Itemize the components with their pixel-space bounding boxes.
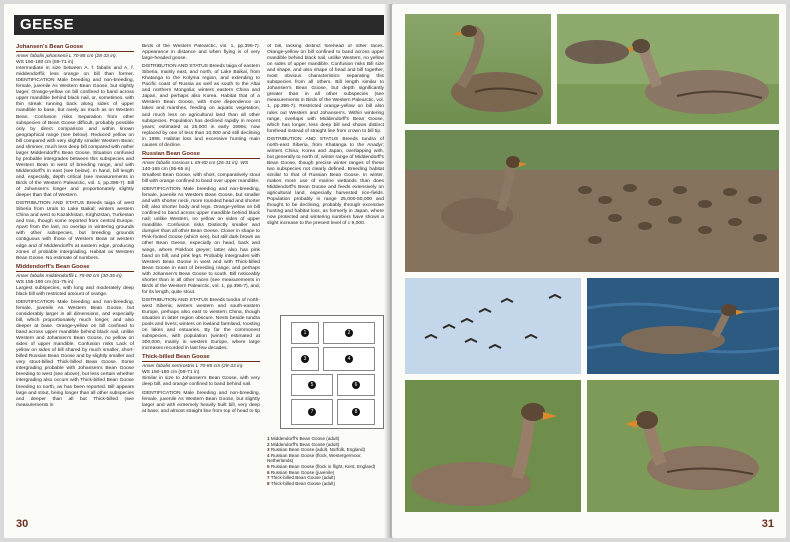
species-heading: Thick-billed Bean Goose [142, 354, 260, 362]
caption: 6 Russian Bean Goose (juvenile) [267, 469, 335, 475]
key-box: 2 [323, 322, 375, 344]
caption: 2 Middendorff's Bean Goose (adult) [267, 441, 340, 447]
photo-captions [267, 436, 385, 486]
key-box: 1 [291, 322, 319, 344]
key-box: 6 [337, 374, 375, 396]
chapter-title: GEESE [20, 16, 75, 33]
scientific-name: Anser fabalis serrirostris L 70-85 cm (28-33 in). [142, 364, 244, 370]
key-box: 7 [291, 399, 333, 425]
left-page [4, 4, 388, 538]
page-number-left: 30 [16, 518, 29, 530]
page-number-right: 31 [761, 518, 774, 530]
paragraph: Intermediate in size between A. f. fabalis and A. f. middendorffii; less orange on bill than former. IDENTIFICATION Male breeding and non-breeding, female, juvenile As Western Bean Goose, but slightly larger. Orange-yellow on bill confined to band across upper mandible behind black nail, or, sometimes, with thin streak running back along sides of upper mandible to base, but rarely as much as on Western Bean. Confusion risks Separation from other subspecies of Bean Goose difficult, probably possible only by direct comparison and within known geographical range (see below). Reduced yellow on bill compared with very slightly smaller Western Bean; and slimmer, much less deep bill compared with rather larger Middendorff's Bean Goose. Situation confused by probable intergrades between this subspecies and Western Bean in west of breeding range, and with Middendorff's in east (see below). In hand, bill length and, especially, depth critical (see measurements in Birds of the Western Palearctic, vol. 1, pp.396-7). Bill of Johansen's longer and proportionately slightly deeper than that of Western. [16, 66, 134, 199]
paragraph: IDENTIFICATION Male breeding and non-breeding, female, juvenile As Western Bean Goose, but slightly larger and with extremely heavily built bill, very deep at base, and almost straight line from top of head to tip [142, 390, 260, 414]
key-box: 3 [291, 347, 319, 371]
goose-photo-6 [405, 380, 581, 512]
scientific-name: Anser fabalis middendorffii L 75-90 cm (30-35 in). [16, 273, 124, 279]
caption: 4 Russian Bean Goose (flock, Westergermoor, Netherlands) [267, 452, 362, 464]
goose-photo-2 [557, 14, 779, 124]
wingspan: WS 150-180 cm (59-71 in) [16, 60, 74, 66]
paragraph: Birds of the Western Palearctic, vol. 1, pp.396-7). Appearance in distance and when flying is of very large-headed goose. [142, 44, 260, 62]
paragraph: Similar in size to Johansen's Bean Goose, with very deep bill, and orange confined to band behind nail. [142, 376, 260, 388]
goose-photo-3 [405, 130, 779, 272]
goose-photo-5-water [587, 278, 779, 374]
paragraph: DISTRIBUTION AND STATUS Breeds taiga of west Siberia from Urals to Lake Baikal; winters western China and west to Kazakhstan, Kirghizstan, Turkestan and Iran, though some reported from central Europe. Apart from the last, no overlap in wintering grounds with other subspecies, but breeding grounds contiguous with those of Western Bean at western edge and of Middendorff's at eastern edge, producing zones of probable intergrading. Habitat as Western Bean Goose. No estimate of numbers. [16, 201, 134, 261]
photo-key-diagram [280, 315, 384, 429]
paragraph: DISTRIBUTION AND STATUS Breeds tundra of north-east Siberia, from Khatanga to the Anadyr; winters China, Korea and Japan, overlapping with, but generally to north of, winter range of Middendorff's Bean Goose, though precise winter ranges of these two subspecies not clearly defined. Breeding habitat similar to that of Russian Bean Goose. In winter, makes more use of marine wetlands than does Middendorff's Bean Goose and feeds extensively on agricultural land, especially harvested rice-fields. Population probably in range 25,000-50,000 and thought to be declining, probably through excessive hunting and habitat loss, as formerly in Japan, where now protected and wintering numbers have shown a slight increase to the present level of c 9,000. [267, 136, 384, 227]
paragraph: Smallest Bean Goose, with short, comparatively stout bill with orange confined to band over upper mandible. [142, 172, 260, 184]
goose-photo-7 [587, 380, 779, 512]
text-column-2 [142, 44, 260, 514]
species-heading: Middendorff's Bean Goose [16, 264, 134, 272]
caption: 1 Middendorff's Bean Goose (adult) [267, 436, 340, 441]
wingspan: WS 155-190 cm (61-75 in) [16, 279, 74, 285]
paragraph: IDENTIFICATION Male breeding and non-breeding, female, juvenile As Western Bean Goose, but smaller and with shorter neck, more rounded head and shorter bill; also shorter body and legs. Orange-yellow on bill confined to band across upper mandible behind black nail; unlike Western, no yellow on sides of upper mandible. Confusion risks Distinctly smaller and dumpier than all other Bean Geese. Closer in shape to Pink-footed Goose (which see), but still dark brown as other Bean Geese, especially on head, back and wings, where Pinkfoot greyer; latter also has pink band on bill, and pink legs. Probably intergrades with Western Bean Goose in west and with Thick-billed Bean Goose in east of breeding range, and perhaps with Johansen's Bean Goose to south. Bill noticeably shorter than in all other races (see measurements in Birds of the Western Palearctic, vol. 1, pp.396-7), and, for its length, quite stout. [142, 187, 260, 295]
wingspan: WS 150-180 cm (59-71 in) [142, 370, 200, 376]
paragraph: of bill, lacking distinct forehead of other races. Orange-yellow on bill confined to band across upper mandible behind black nail, unlike Western, no yellow on sides of upper mandible. Confusion risks Bill size and shape, and also shape of head and bill together, most obvious characteristics separating this subspecies from all others. Bill length similar to Johansen's Bean Goose, but depth significantly greater than in all other subspecies (see measurements in Birds of the Western Palearctic, vol. 1, pp.396-7). Restricted orange-yellow on bill also rules out Western and Johansen's. Within wintering range, overlaps with Middendorff's Bean Goose, which has longer, less deep bill and shows distinct forehead instead of straight line from crown to bill tip. [267, 44, 384, 134]
text-column-1 [16, 44, 134, 514]
species-heading: Johansen's Bean Goose [16, 44, 134, 52]
paragraph: IDENTIFICATION Male breeding and non-breeding, female, juvenile As Western Bean Goose, but considerably larger in all dimensions, and especially bill, which proportionately much longer, and also deeper at base. Orange-yellow on bill confined to band across upper mandible behind black nail, unlike Western and Johansen's Bean Goose, no yellow on sides of upper mandible. Confusion risks Lack of yellow on sides of bill shared by much smaller, short-billed Russian Bean Goose and by slightly smaller and very stout-billed Thick-billed Bean Goose. Some intergrading probable with Johansen's Bean Goose breeding to west (see above), but less certain whether intergrading also occurs with Thick-billed Bean Goose breeding to north, as has been reported. Bill appears large and stout, being longer than all other subspecies and deeper than all but Thick-billed (see measurements in [16, 299, 134, 408]
species-heading: Russian Bean Goose [142, 151, 260, 159]
paragraph: Largest subspecies, with long and moderately deep black bill with restricted amount of orange. [16, 285, 134, 297]
caption: 7 Thick-billed Bean Goose (adult) [267, 475, 336, 481]
paragraph: DISTRIBUTION AND STATUS Breeds tundra of north-west Siberia; winters western and south-eastern Europe, perhaps also east to western China, though situation in latter region obscure. Nests beside tundra pools and rivers; winters on lowland farmland, roosting on lakes and estuaries. By far the commonest subspecies, with population (winter) estimated at 300,000, mainly in western Europe, where large increases recorded in last few decades. [142, 297, 260, 352]
right-page [392, 4, 786, 538]
caption: 8 Thick-billed Bean Goose (adult) [267, 480, 336, 486]
caption: 5 Russian Bean Goose (flock in flight, Kent, England) [267, 463, 376, 469]
text-column-3 [267, 44, 384, 306]
goose-photo-4-flight [405, 278, 581, 374]
wingspan: 140-165 cm (55-65 in) [142, 166, 191, 172]
goose-photo-1 [405, 14, 551, 124]
scientific-name: Anser fabalis rossicus L 65-80 cm (26-31 in). WS [142, 160, 249, 166]
key-box: 4 [323, 347, 375, 371]
scientific-name: Anser fabalis johansenii L 70-85 cm (28-33 in). [16, 54, 118, 60]
key-box: 8 [337, 399, 375, 425]
key-box: 5 [291, 374, 333, 396]
paragraph: DISTRIBUTION AND STATUS Breeds taiga of eastern Siberia, mainly east, and north, of Lake Baikal, from Khatanga to the Kolyma region, and extending to Pacific coast of Russia as well as south to the Altai and northern Mongolia; winters eastern China and Japan, and perhaps also Korea. Habitat that of a Western Bean Goose, with more dependence on lakes and marshes, feeding on aquatic vegetation, and much less on agricultural land than all other subspecies. Population has declined rapidly in recent years; estimated at 25,000 in early 1990s, now replaced by one of less than 10,000 and still declining in 1996. Habitat loss and excessive hunting main causes of decline. [142, 64, 260, 148]
chapter-title-bar [14, 15, 384, 35]
caption: 3 Russian Bean Goose (adult, Norfolk, England) [267, 447, 366, 453]
